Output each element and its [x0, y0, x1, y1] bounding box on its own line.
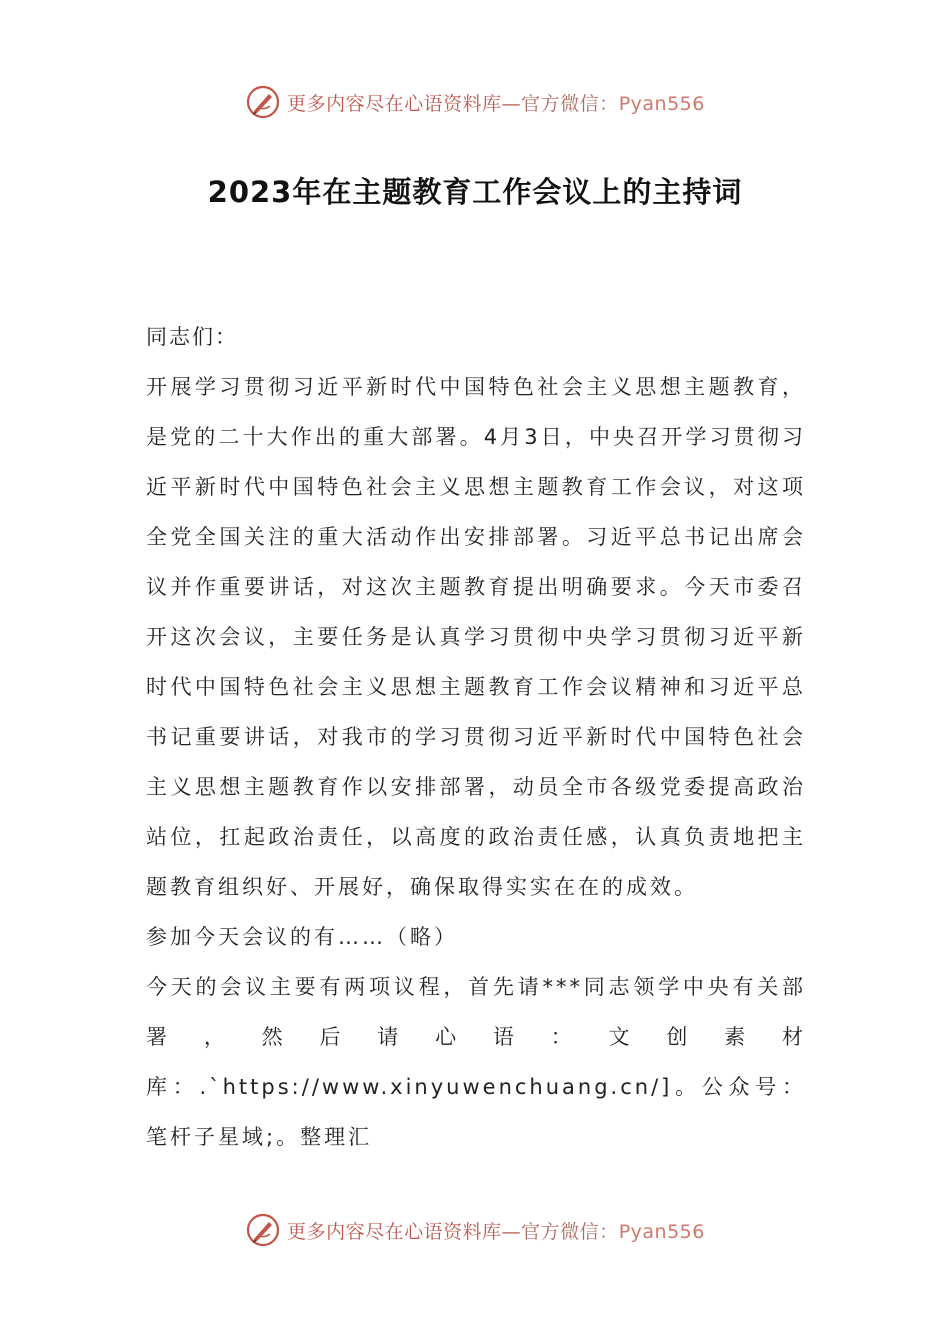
footer-banner-main: 更多内容尽在心语资料库 — [287, 1220, 502, 1243]
pen-logo-icon — [245, 1212, 281, 1248]
header-banner-sep: — — [501, 92, 522, 115]
footer-banner-id: Pyan556 — [618, 1220, 705, 1243]
header-banner-id: Pyan556 — [618, 92, 705, 115]
page-footer — [0, 1210, 950, 1250]
paragraph-2: 参加今天会议的有……（略） — [146, 925, 458, 949]
paragraph-3: 今天的会议主要有两项议程，首先请***同志领学中央有关部署，然后请心语：文创素材库：.`https://www.xinyuwenchuang.cn/]。公众号：笔杆子星域;。整理汇 — [146, 975, 806, 1149]
header-banner-wechat: 官方微信： — [521, 92, 619, 115]
paragraph-1: 开展学习贯彻习近平新时代中国特色社会主义思想主题教育，是党的二十大作出的重大部署。4月3日，中央召开学习贯彻习近平新时代中国特色社会主义思想主题教育工作会议，对这项全党全国关注的重大活动作出安排部署。习近平总书记出席会议并作重要讲话，对这次主题教育提出明确要求。今天市委召开这次会议，主要任务是认真学习贯彻中央学习贯彻习近平新时代中国特色社会主义思想主题教育工作会议精神和习近平总书记重要讲话，对我市的学习贯彻习近平新时代中国特色社会主义思想主题教育作以安排部署，动员全市各级党委提高政治站位，扛起政治责任，以高度的政治责任感，认真负责地把主题教育组织好、开展好，确保取得实实在在的成效。 — [146, 375, 806, 899]
document-body — [146, 312, 806, 1162]
document-title: 2023年在主题教育工作会议上的主持词 — [207, 175, 743, 209]
pen-logo-icon — [245, 84, 281, 120]
page-header — [0, 82, 950, 122]
header-banner — [287, 89, 705, 116]
greeting: 同志们： — [146, 325, 238, 349]
footer-banner — [287, 1217, 705, 1244]
footer-banner-sep: — — [501, 1220, 522, 1243]
header-banner-main: 更多内容尽在心语资料库 — [287, 92, 502, 115]
footer-banner-wechat: 官方微信： — [521, 1220, 619, 1243]
